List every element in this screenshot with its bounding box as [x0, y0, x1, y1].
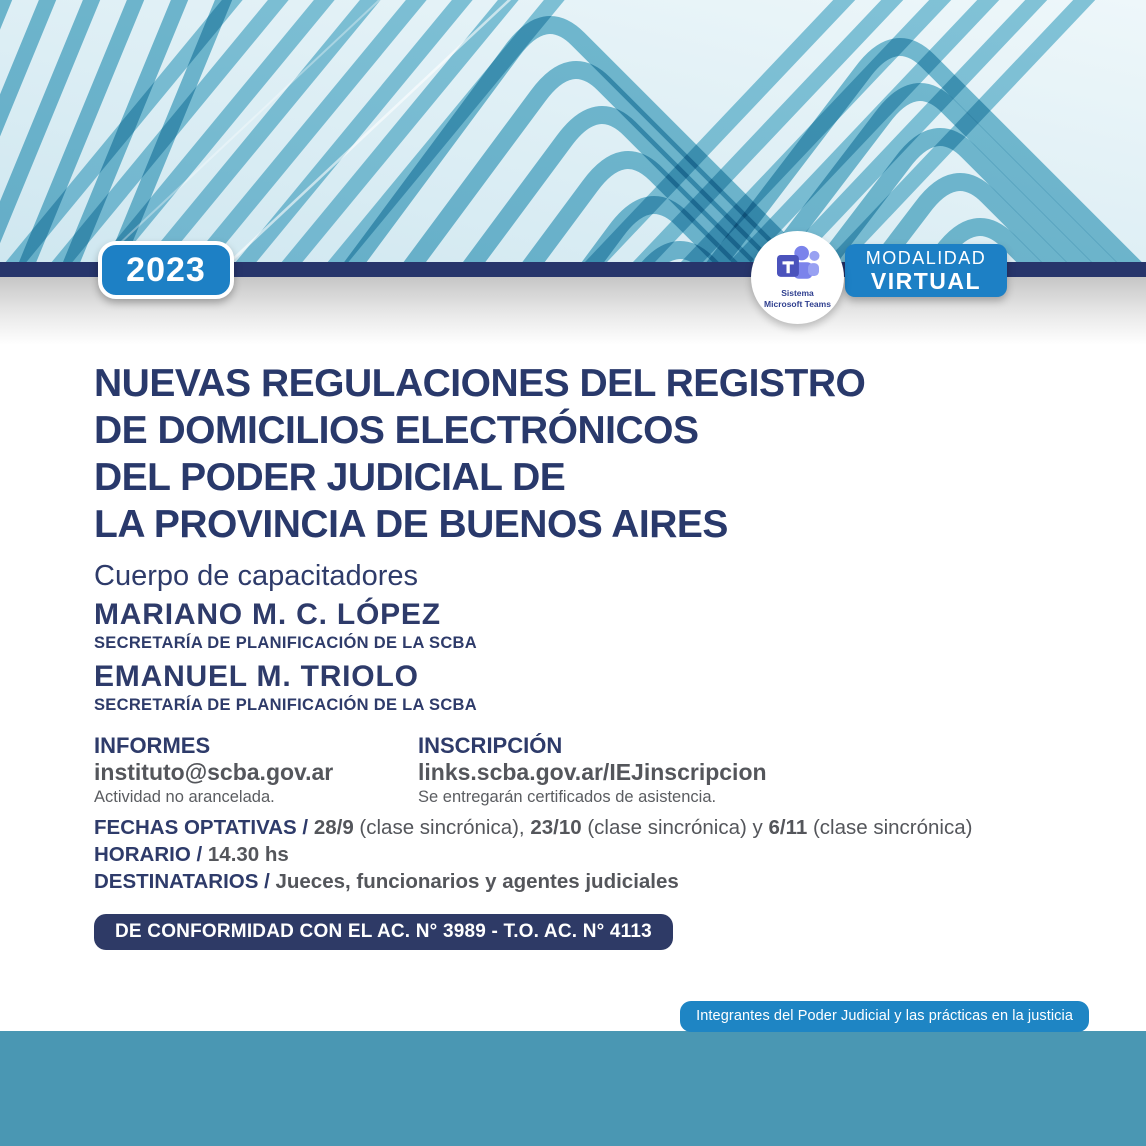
fecha-1-note: (clase sincrónica), — [353, 816, 531, 839]
year-badge-label: 2023 — [126, 250, 206, 289]
inscripcion-heading: INSCRIPCIÓN — [418, 733, 563, 758]
fecha-3-note: (clase sincrónica) — [807, 816, 973, 839]
destinatarios-label: DESTINATARIOS / — [94, 870, 276, 893]
title-line-1: NUEVAS REGULACIONES DEL REGISTRO — [94, 362, 866, 405]
fecha-3: 6/11 — [768, 816, 808, 839]
details-section — [94, 814, 972, 895]
title-line-3: DEL PODER JUDICIAL DE — [94, 456, 566, 499]
horario-value: 14.30 hs — [207, 843, 289, 866]
teams-caption-line1: Sistema — [781, 288, 814, 298]
inscripcion-link[interactable]: links.scba.gov.ar/IEJinscripcion — [418, 759, 767, 785]
modality-label: MODALIDAD — [865, 247, 987, 268]
horario-row — [94, 841, 972, 868]
trainer-1-name: MARIANO M. C. LÓPEZ — [94, 598, 441, 631]
tagline-tab: Integrantes del Poder Judicial y las prácticas en la justicia — [680, 1001, 1089, 1032]
trainer-2-role: SECRETARÍA DE PLANIFICACIÓN DE LA SCBA — [94, 696, 477, 714]
modality-badge — [845, 244, 1007, 297]
title-line-2: DE DOMICILIOS ELECTRÓNICOS — [94, 409, 699, 452]
trainer-1-role: SECRETARÍA DE PLANIFICACIÓN DE LA SCBA — [94, 634, 477, 652]
informes-email[interactable]: instituto@scba.gov.ar — [94, 759, 334, 785]
banner-pattern — [0, 0, 1146, 262]
modality-value: VIRTUAL — [870, 267, 982, 294]
fecha-2: 23/10 — [530, 816, 582, 839]
title-line-4: LA PROVINCIA DE BUENOS AIRES — [94, 503, 728, 546]
informes-note: Actividad no arancelada. — [94, 788, 275, 806]
teams-logo-circle — [751, 231, 844, 324]
footer-band — [0, 1031, 1146, 1146]
inscripcion-column — [418, 733, 767, 808]
horario-label: HORARIO / — [94, 843, 208, 866]
informes-heading: INFORMES — [94, 733, 211, 758]
inscripcion-note: Se entregarán certificados de asistencia. — [418, 788, 717, 806]
destinatarios-value: Jueces, funcionarios y agentes judiciales — [275, 870, 679, 893]
page-title — [94, 360, 865, 548]
trainers-heading: Cuerpo de capacitadores — [94, 560, 419, 592]
contact-section — [94, 733, 767, 808]
year-badge — [98, 241, 234, 299]
fecha-1: 28/9 — [313, 816, 354, 839]
informes-column — [94, 733, 418, 808]
teams-caption-line2: Microsoft Teams — [764, 299, 831, 309]
microsoft-teams-icon — [775, 244, 821, 286]
fechas-row — [94, 814, 972, 841]
trainers-section — [94, 560, 477, 722]
fechas-label: FECHAS OPTATIVAS / — [94, 816, 314, 839]
conformity-bar: DE CONFORMIDAD CON EL AC. N° 3989 - T.O. AC. N° 4113 — [94, 914, 673, 950]
teams-caption — [764, 288, 831, 310]
destinatarios-row — [94, 868, 972, 895]
fecha-2-note: (clase sincrónica) y — [581, 816, 769, 839]
trainer-2-name: EMANUEL M. TRIOLO — [94, 660, 419, 693]
